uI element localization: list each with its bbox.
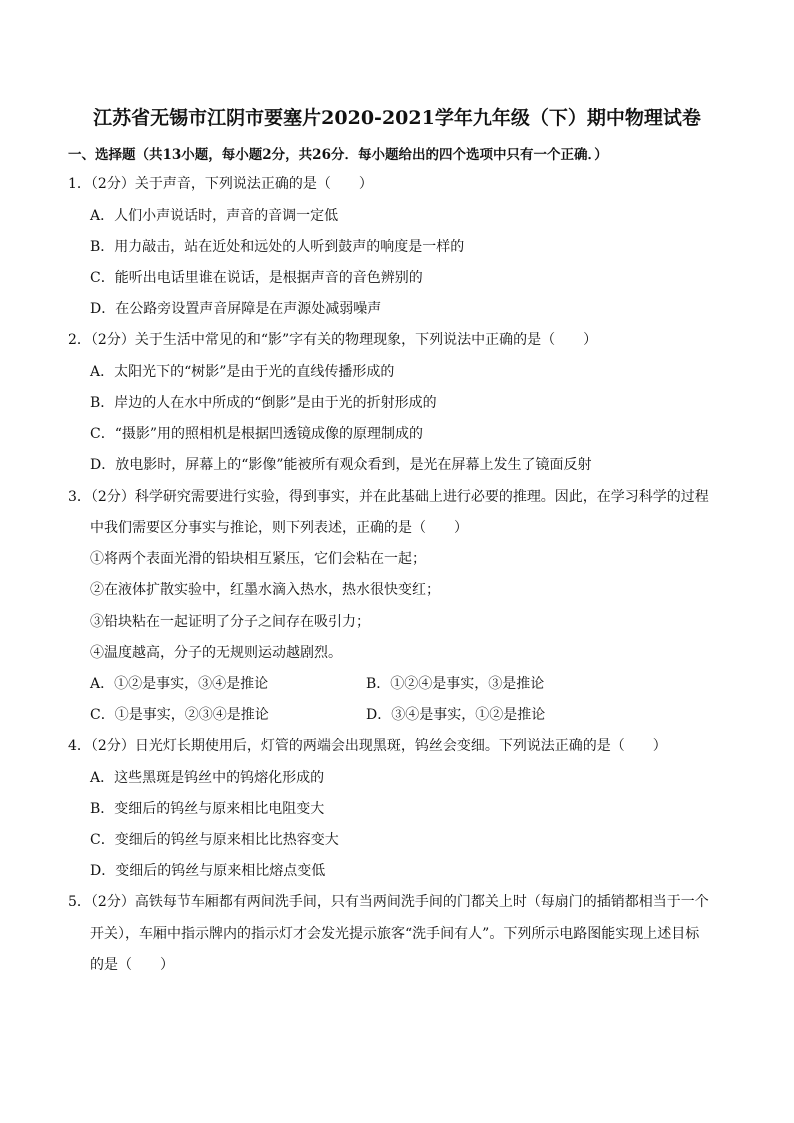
question-4-option-d: D．变细后的钨丝与原来相比熔点变低 bbox=[90, 863, 326, 879]
section-heading: 一、选择题（共13小题，每小题2分，共26分．每小题给出的四个选项中只有一个正确．） bbox=[68, 147, 608, 163]
question-1-option-c: C．能听出电话里谁在说话，是根据声音的音色辨别的 bbox=[90, 270, 423, 286]
question-1-option-b: B．用力敲击，站在近处和远处的人听到鼓声的响度是一样的 bbox=[90, 239, 465, 255]
question-3-statement-4: ④温度越高，分子的无规则运动越剧烈。 bbox=[90, 645, 342, 661]
question-2-option-c: C．“摄影”用的照相机是根据凹透镜成像的原理制成的 bbox=[90, 426, 424, 442]
question-2-option-d: D．放电影时，屏幕上的“影像”能被所有观众看到，是光在屏幕上发生了镜面反射 bbox=[90, 457, 592, 473]
question-2-option-a: A．太阳光下的“树影”是由于光的直线传播形成的 bbox=[90, 364, 395, 380]
exam-title: 江苏省无锡市江阴市要塞片2020-2021学年九年级（下）期中物理试卷 bbox=[93, 107, 701, 129]
question-2-stem: 2．（2分）关于生活中常见的和“影”字有关的物理现象，下列说法中正确的是（ ） bbox=[68, 332, 598, 348]
question-2-option-b: B．岸边的人在水中所成的“倒影”是由于光的折射形成的 bbox=[90, 395, 437, 411]
question-1-option-a: A．人们小声说话时，声音的音调一定低 bbox=[90, 208, 339, 224]
question-4-stem: 4．（2分）日光灯长期使用后，灯管的两端会出现黑斑，钨丝会变细。下列说法正确的是（ ） bbox=[68, 738, 667, 754]
question-4-option-c: C．变细后的钨丝与原来相比比热容变大 bbox=[90, 832, 339, 848]
question-3-stem: 3．（2分）科学研究需要进行实验，得到事实，并在此基础上进行必要的推理。因此，在学习科学的过程 bbox=[68, 489, 709, 505]
question-5-stem: 5．（2分）高铁每节车厢都有两间洗手间，只有当两间洗手间的门都关上时（每扇门的插销都相当于一个 bbox=[68, 894, 709, 910]
question-3-stem-continued: 中我们需要区分事实与推论，则下列表述，正确的是（ ） bbox=[90, 520, 468, 536]
question-3-statement-1: ①将两个表面光滑的铅块相互紧压，它们会粘在一起； bbox=[90, 551, 426, 567]
question-3-option-a: A．①②是事实，③④是推论 bbox=[90, 676, 269, 692]
question-4-option-a: A．这些黑斑是钨丝中的钨熔化形成的 bbox=[90, 770, 325, 786]
question-5-stem-end: 的是（ ） bbox=[90, 957, 174, 973]
question-4-option-b: B．变细后的钨丝与原来相比电阻变大 bbox=[90, 801, 325, 817]
question-3-statement-2: ②在液体扩散实验中，红墨水滴入热水，热水很快变红； bbox=[90, 582, 440, 598]
question-1-stem: 1．（2分）关于声音，下列说法正确的是（ ） bbox=[68, 176, 373, 192]
question-3-option-c: C．①是事实，②③④是推论 bbox=[90, 707, 269, 723]
question-1-option-d: D．在公路旁设置声音屏障是在声源处减弱噪声 bbox=[90, 301, 382, 317]
question-3-option-b: B．①②④是事实，③是推论 bbox=[366, 676, 545, 692]
question-5-stem-continued: 开关），车厢中指示牌内的指示灯才会发光提示旅客“洗手间有人”。下列所示电路图能实现上述目标 bbox=[90, 926, 700, 942]
question-3-statement-3: ③铅块粘在一起证明了分子之间存在吸引力； bbox=[90, 614, 370, 630]
question-3-option-d: D．③④是事实，①②是推论 bbox=[366, 707, 546, 723]
